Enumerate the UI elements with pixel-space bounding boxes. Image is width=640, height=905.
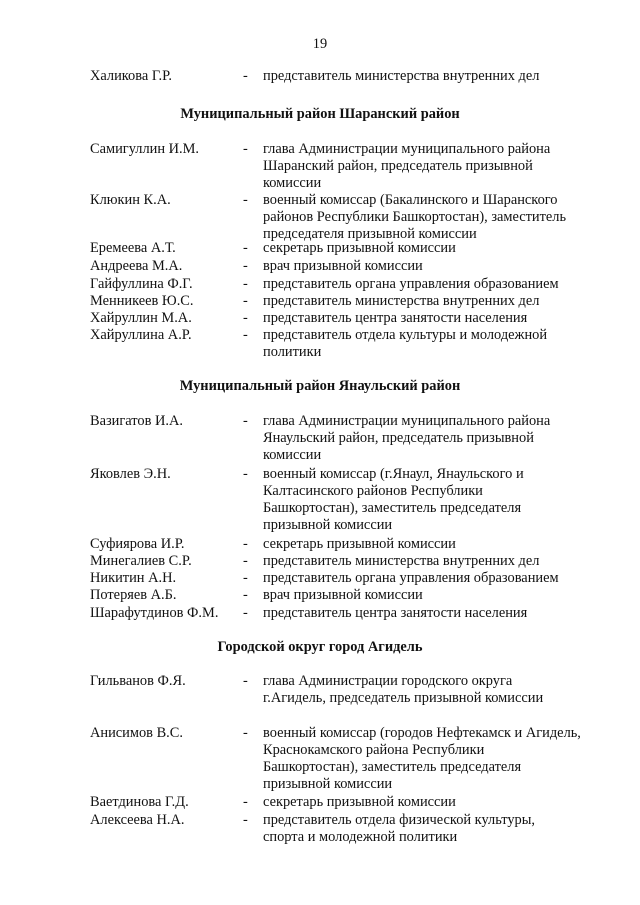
section-heading-yanaul: Муниципальный район Янаульский район: [179, 378, 461, 394]
member-name: Потеряев А.Б.: [90, 587, 177, 603]
dash-separator: -: [243, 673, 248, 689]
member-name: Ваетдинова Г.Д.: [90, 794, 189, 810]
member-role: военный комиссар (городов Нефтекамск и Агидель, Краснокамского района Республики Башкортостан), заместитель председателя призывной комиссии: [263, 725, 581, 792]
member-name: Суфиярова И.Р.: [90, 536, 185, 552]
member-role: представитель министерства внутренних дел: [263, 553, 540, 569]
member-role: секретарь призывной комиссии: [263, 536, 456, 552]
member-name: Андреева М.А.: [90, 258, 183, 274]
member-role: секретарь призывной комиссии: [263, 794, 456, 810]
member-name: Гайфуллина Ф.Г.: [90, 276, 193, 292]
member-role: военный комиссар (Бакалинского и Шаранского районов Республики Башкортостан), заместитель председателя призывной комиссии: [263, 192, 567, 242]
dash-separator: -: [243, 68, 248, 84]
member-name: Шарафутдинов Ф.М.: [90, 605, 219, 621]
member-name: Хайруллин М.А.: [90, 310, 192, 326]
member-role: врач призывной комиссии: [263, 258, 423, 274]
member-name: Минегалиев С.Р.: [90, 553, 192, 569]
member-role: представитель органа управления образованием: [263, 276, 559, 292]
member-role: глава Администрации муниципального района Шаранский район, председатель призывной комиссии: [263, 141, 551, 191]
member-role: секретарь призывной комиссии: [263, 240, 456, 256]
member-role: военный комиссар (г.Янаул, Янаульского и Калтасинского районов Республики Башкортостан), заместитель председателя призывной комиссии: [263, 466, 524, 533]
member-name: Гильванов Ф.Я.: [90, 673, 186, 689]
member-name: Никитин А.Н.: [90, 570, 177, 586]
dash-separator: -: [243, 794, 248, 810]
member-name: Хайруллина А.Р.: [90, 327, 192, 343]
dash-separator: -: [243, 725, 248, 741]
member-name: Вазигатов И.А.: [90, 413, 183, 429]
dash-separator: -: [243, 310, 248, 326]
dash-separator: -: [243, 570, 248, 586]
section-heading-sharan: Муниципальный район Шаранский район: [180, 106, 460, 122]
member-name: Яковлев Э.Н.: [90, 466, 171, 482]
dash-separator: -: [243, 258, 248, 274]
member-role: глава Администрации городского округа г.Агидель, председатель призывной комиссии: [263, 673, 544, 706]
member-name: Анисимов В.С.: [90, 725, 183, 741]
member-name: Менникеев Ю.С.: [90, 293, 194, 309]
page-number: 19: [312, 36, 328, 52]
dash-separator: -: [243, 141, 248, 157]
member-name: Халикова Г.Р.: [90, 68, 172, 84]
member-role: представитель центра занятости населения: [263, 605, 528, 621]
section-heading-agidel: Городской округ город Агидель: [217, 639, 423, 655]
dash-separator: -: [243, 587, 248, 603]
member-name: Клюкин К.А.: [90, 192, 171, 208]
dash-separator: -: [243, 192, 248, 208]
member-role: представитель министерства внутренних дел: [263, 293, 540, 309]
member-role: врач призывной комиссии: [263, 587, 423, 603]
dash-separator: -: [243, 413, 248, 429]
member-role: представитель органа управления образованием: [263, 570, 559, 586]
member-name: Еремеева А.Т.: [90, 240, 176, 256]
member-name: Самигуллин И.М.: [90, 141, 200, 157]
dash-separator: -: [243, 812, 248, 828]
member-name: Алексеева Н.А.: [90, 812, 185, 828]
dash-separator: -: [243, 466, 248, 482]
member-role: представитель отдела культуры и молодежной политики: [263, 327, 548, 360]
dash-separator: -: [243, 536, 248, 552]
dash-separator: -: [243, 327, 248, 343]
dash-separator: -: [243, 605, 248, 621]
member-role: представитель министерства внутренних дел: [263, 68, 540, 84]
dash-separator: -: [243, 293, 248, 309]
member-role: глава Администрации муниципального района Янаульский район, председатель призывной комиссии: [263, 413, 551, 463]
dash-separator: -: [243, 240, 248, 256]
member-role: представитель отдела физической культуры, спорта и молодежной политики: [263, 812, 535, 845]
dash-separator: -: [243, 553, 248, 569]
member-role: представитель центра занятости населения: [263, 310, 528, 326]
dash-separator: -: [243, 276, 248, 292]
